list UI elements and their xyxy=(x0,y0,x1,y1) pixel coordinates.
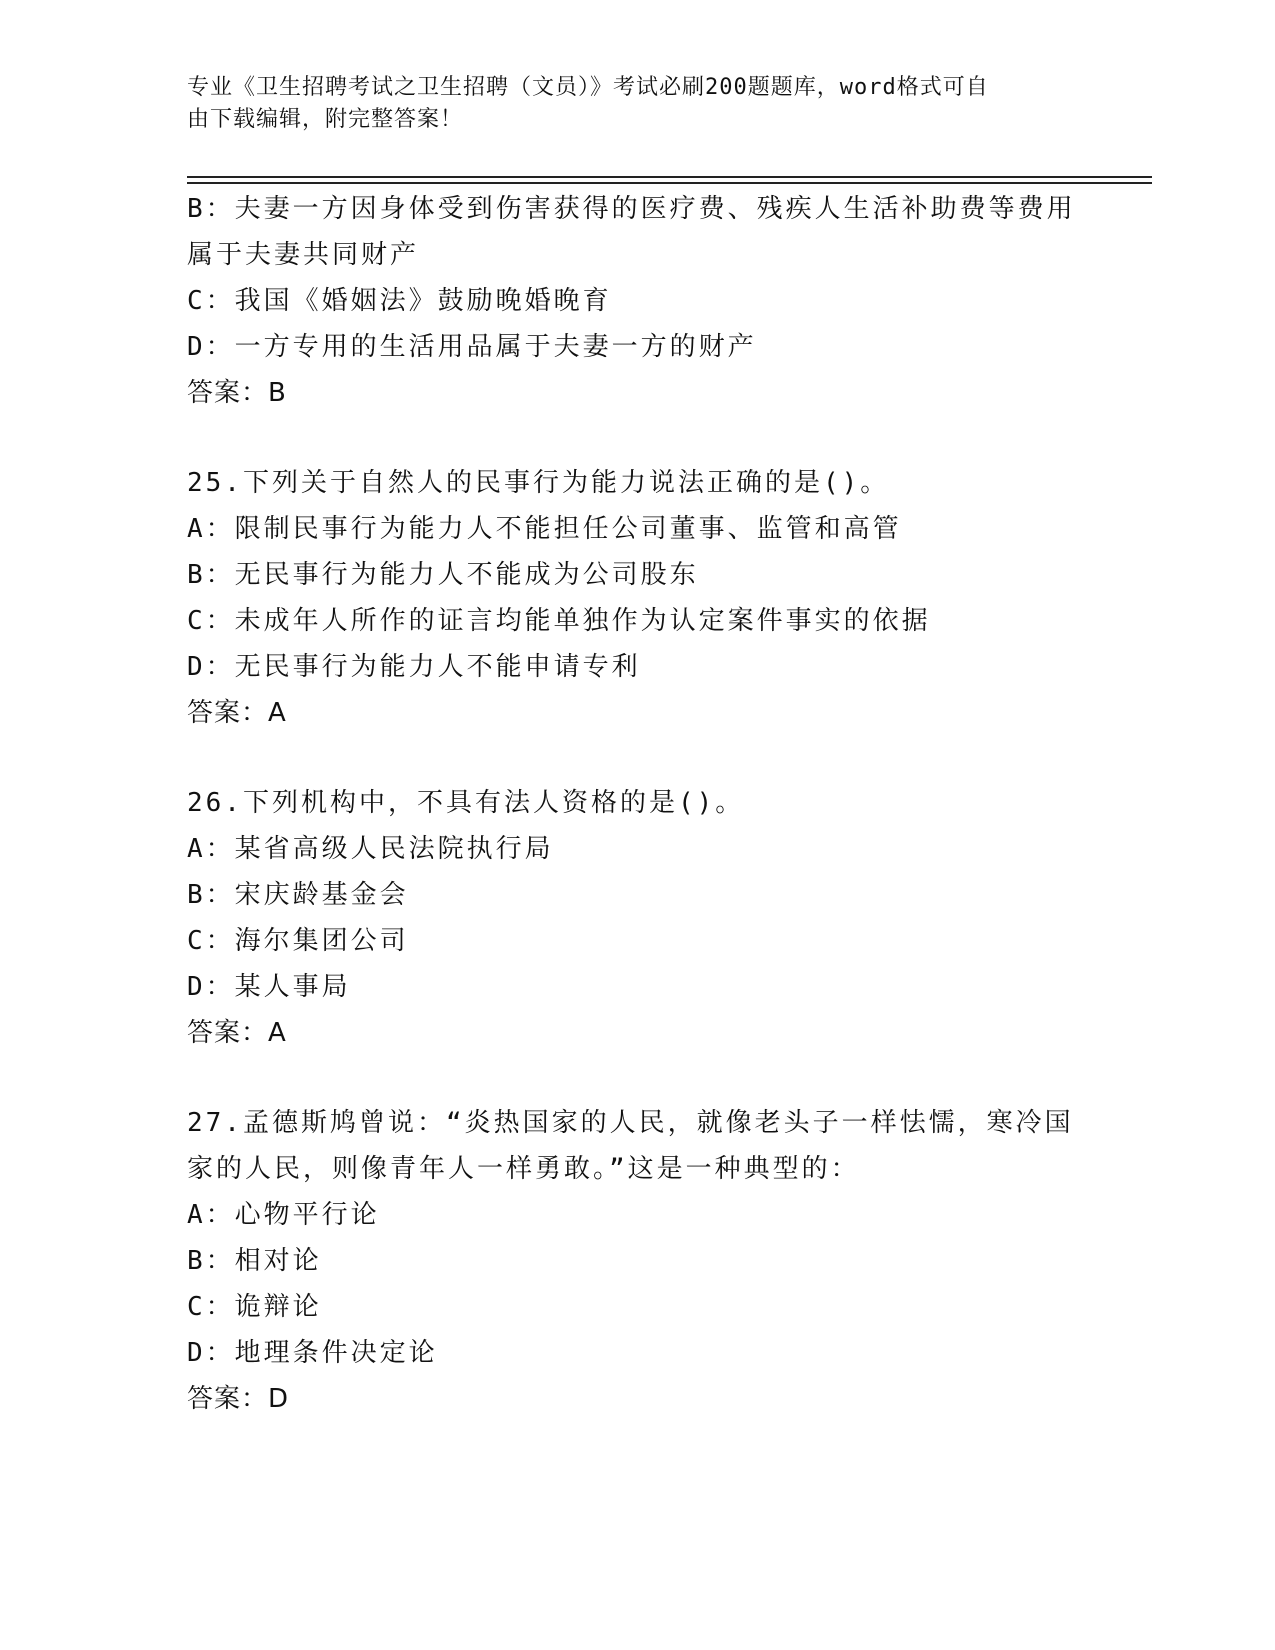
question-list xyxy=(187,186,1087,1422)
question-stem: 25.下列关于自然人的民事行为能力说法正确的是()。 xyxy=(187,468,890,498)
question-27 xyxy=(187,1100,1087,1422)
header-line-2: 由下载编辑，附完整答案！ xyxy=(187,107,464,132)
option-b: B：无民事行为能力人不能成为公司股东 xyxy=(187,560,699,590)
option-d: D：无民事行为能力人不能申请专利 xyxy=(187,652,641,682)
answer: 答案：A xyxy=(187,698,287,728)
question-26 xyxy=(187,780,1087,1056)
option-d: D：某人事局 xyxy=(187,972,351,1002)
answer: 答案：D xyxy=(187,1384,290,1414)
option-a: A：某省高级人民法院执行局 xyxy=(187,834,554,864)
header-divider-top xyxy=(187,176,1152,178)
option-c: C：我国《婚姻法》鼓励晚婚晚育 xyxy=(187,286,612,316)
spacer xyxy=(187,1056,1087,1100)
option-c: C：未成年人所作的证言均能单独作为认定案件事实的依据 xyxy=(187,606,931,636)
question-stem: 26.下列机构中，不具有法人资格的是()。 xyxy=(187,788,745,818)
option-d: D：一方专用的生活用品属于夫妻一方的财产 xyxy=(187,332,757,362)
option-b: B：相对论 xyxy=(187,1246,322,1276)
option-d: D：地理条件决定论 xyxy=(187,1338,438,1368)
answer: 答案：B xyxy=(187,378,287,408)
question-stem-line-1: 27.孟德斯鸠曾说：“炎热国家的人民，就像老头子一样怯懦，寒冷国 xyxy=(187,1108,1074,1138)
spacer xyxy=(187,736,1087,780)
option-c: C：诡辩论 xyxy=(187,1292,322,1322)
spacer xyxy=(187,416,1087,460)
option-c: C：海尔集团公司 xyxy=(187,926,409,956)
option-b: B：宋庆龄基金会 xyxy=(187,880,409,910)
question-25 xyxy=(187,460,1087,736)
question-24-continued xyxy=(187,186,1087,416)
option-b-line-2: 属于夫妻共同财产 xyxy=(187,240,420,270)
option-b-line-1: B：夫妻一方因身体受到伤害获得的医疗费、残疾人生活补助费等费用 xyxy=(187,194,1076,224)
option-a: A：限制民事行为能力人不能担任公司董事、监管和高管 xyxy=(187,514,902,544)
answer: 答案：A xyxy=(187,1018,287,1048)
question-stem-line-2: 家的人民，则像青年人一样勇敢。”这是一种典型的： xyxy=(187,1154,860,1184)
option-a: A：心物平行论 xyxy=(187,1200,380,1230)
document-header xyxy=(187,72,1067,136)
header-divider-bottom xyxy=(187,182,1152,184)
header-line-1: 专业《卫生招聘考试之卫生招聘（文员）》考试必刷200题题库，word格式可自 xyxy=(187,75,989,100)
